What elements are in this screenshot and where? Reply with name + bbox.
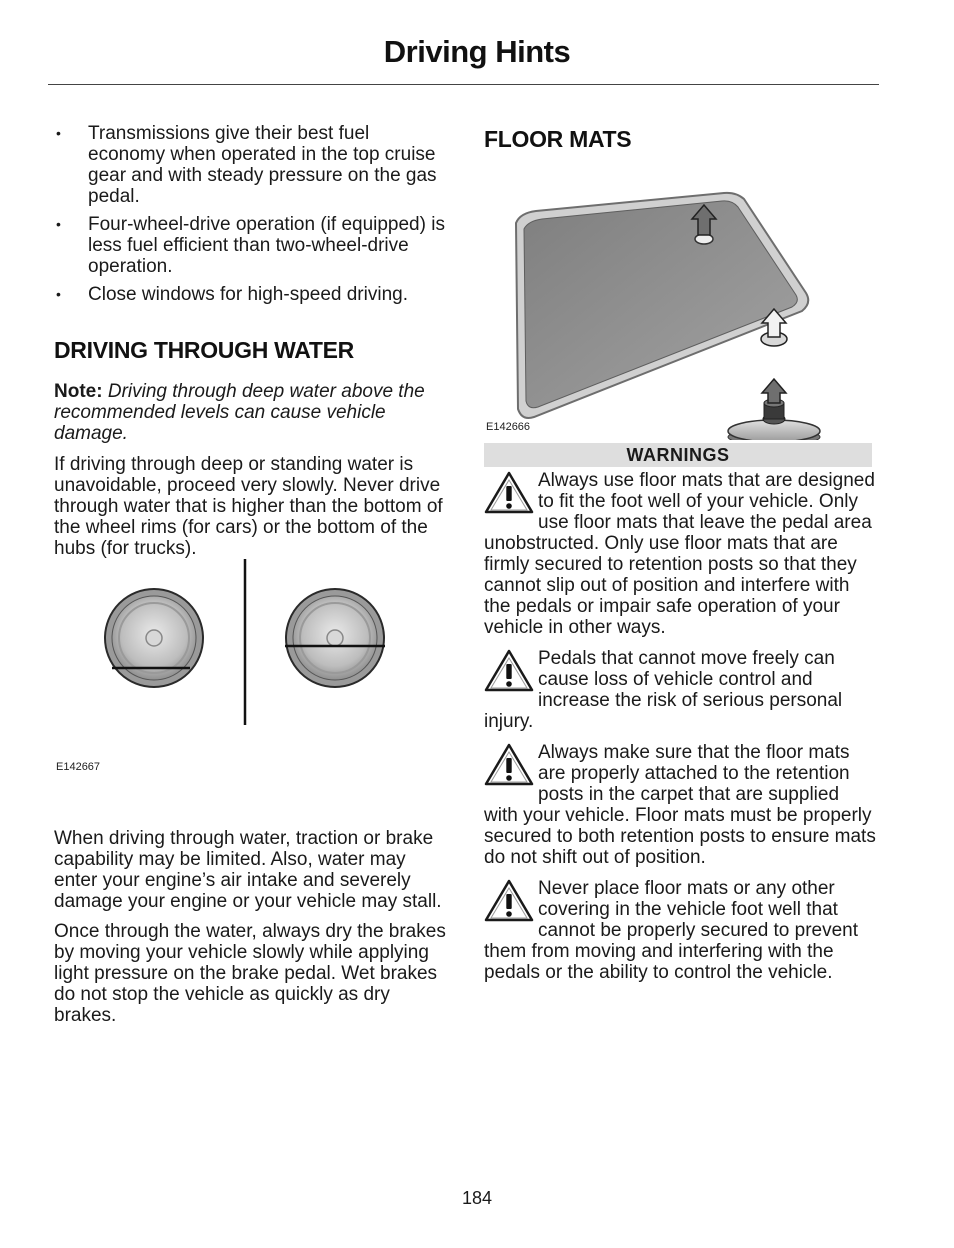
figure-id-e142667: E142667 <box>56 761 101 773</box>
warning-item <box>484 878 876 983</box>
water-paragraph: If driving through deep or standing water is unavoidable, proceed very slowly. Never drive through water that is higher than the bottom of the wheel rims (for cars) or the bottom of the hubs (for trucks). <box>54 454 443 559</box>
note-text: Driving through deep water above the recommended levels can cause vehicle damage. <box>54 381 425 444</box>
bullet-icon: • <box>56 125 61 141</box>
section-heading-driving-through-water: DRIVING THROUGH WATER <box>54 337 354 363</box>
car-wheel-icon <box>105 589 203 687</box>
left-column <box>54 123 448 1026</box>
floor-mat-figure <box>484 153 876 440</box>
section-heading-floor-mats: FLOOR MATS <box>484 126 632 152</box>
list-item: • Transmissions give their best fuel economy when operated in the top cruise gear and with steady pressure on the gas pedal. <box>56 123 437 207</box>
list-item: • Close windows for high-speed driving. <box>56 284 408 305</box>
right-column <box>484 123 876 983</box>
traction-paragraph: When driving through water, traction or brake capability may be limited. Also, water may enter your engine’s air intake and severely damage your engine or your vehicle may stall. <box>54 828 442 912</box>
warning-triangle-icon <box>484 470 534 516</box>
bullet-icon: • <box>56 216 61 232</box>
floor-mat-illustration <box>484 153 876 440</box>
bullet-icon: • <box>56 286 61 302</box>
title-divider <box>48 84 879 85</box>
warning-item <box>484 648 876 732</box>
warning-text: Always make sure that the floor mats are properly attached to the retention posts in the carpet that are supplied with your vehicle. Floor mats must be properly secured to both retention posts to ensure mats do not shift out of position. <box>484 742 876 868</box>
warnings-header: WARNINGS <box>484 443 872 467</box>
warning-item <box>484 470 876 638</box>
list-item: • Four-wheel-drive operation (if equipped) is less fuel efficient than two-wheel-drive operation. <box>56 214 445 277</box>
warning-triangle-icon <box>484 878 534 924</box>
retention-post-base <box>728 379 820 440</box>
warning-triangle-icon <box>484 742 534 788</box>
up-arrow-icon <box>762 379 786 403</box>
wheel-depth-illustration <box>54 559 448 821</box>
note-paragraph <box>54 381 448 444</box>
warning-triangle-icon <box>484 648 534 694</box>
page-title: Driving Hints <box>383 34 571 69</box>
dry-brakes-paragraph: Once through the water, always dry the brakes by moving your vehicle slowly while applying light pressure on the brake pedal. Wet brakes do not stop the vehicle as quickly as dry brakes. <box>54 921 446 1026</box>
fuel-tips-list <box>54 123 448 305</box>
warning-text: Never place floor mats or any other covering in the vehicle foot well that cannot be properly secured to prevent them from moving and interfering with the pedals or the ability to control the vehicle. <box>484 878 859 983</box>
page-number: 184 <box>461 1188 493 1208</box>
truck-wheel-icon <box>285 589 385 687</box>
note-label: Note: <box>54 381 103 402</box>
figure-id-e142666: E142666 <box>486 421 531 433</box>
warning-text: Always use floor mats that are designed to fit the foot well of your vehicle. Only use floor mats that leave the pedal area unobstructed. Only use floor mats that are firmly secured to retention posts so that they cannot slip out of position and interfere with the pedals or impair safe operation of your vehicle in other ways. <box>484 470 875 638</box>
warning-item <box>484 742 876 868</box>
warning-text: Pedals that cannot move freely can cause loss of vehicle control and increase the risk of serious personal injury. <box>484 648 843 732</box>
wheel-water-figure <box>54 559 448 821</box>
